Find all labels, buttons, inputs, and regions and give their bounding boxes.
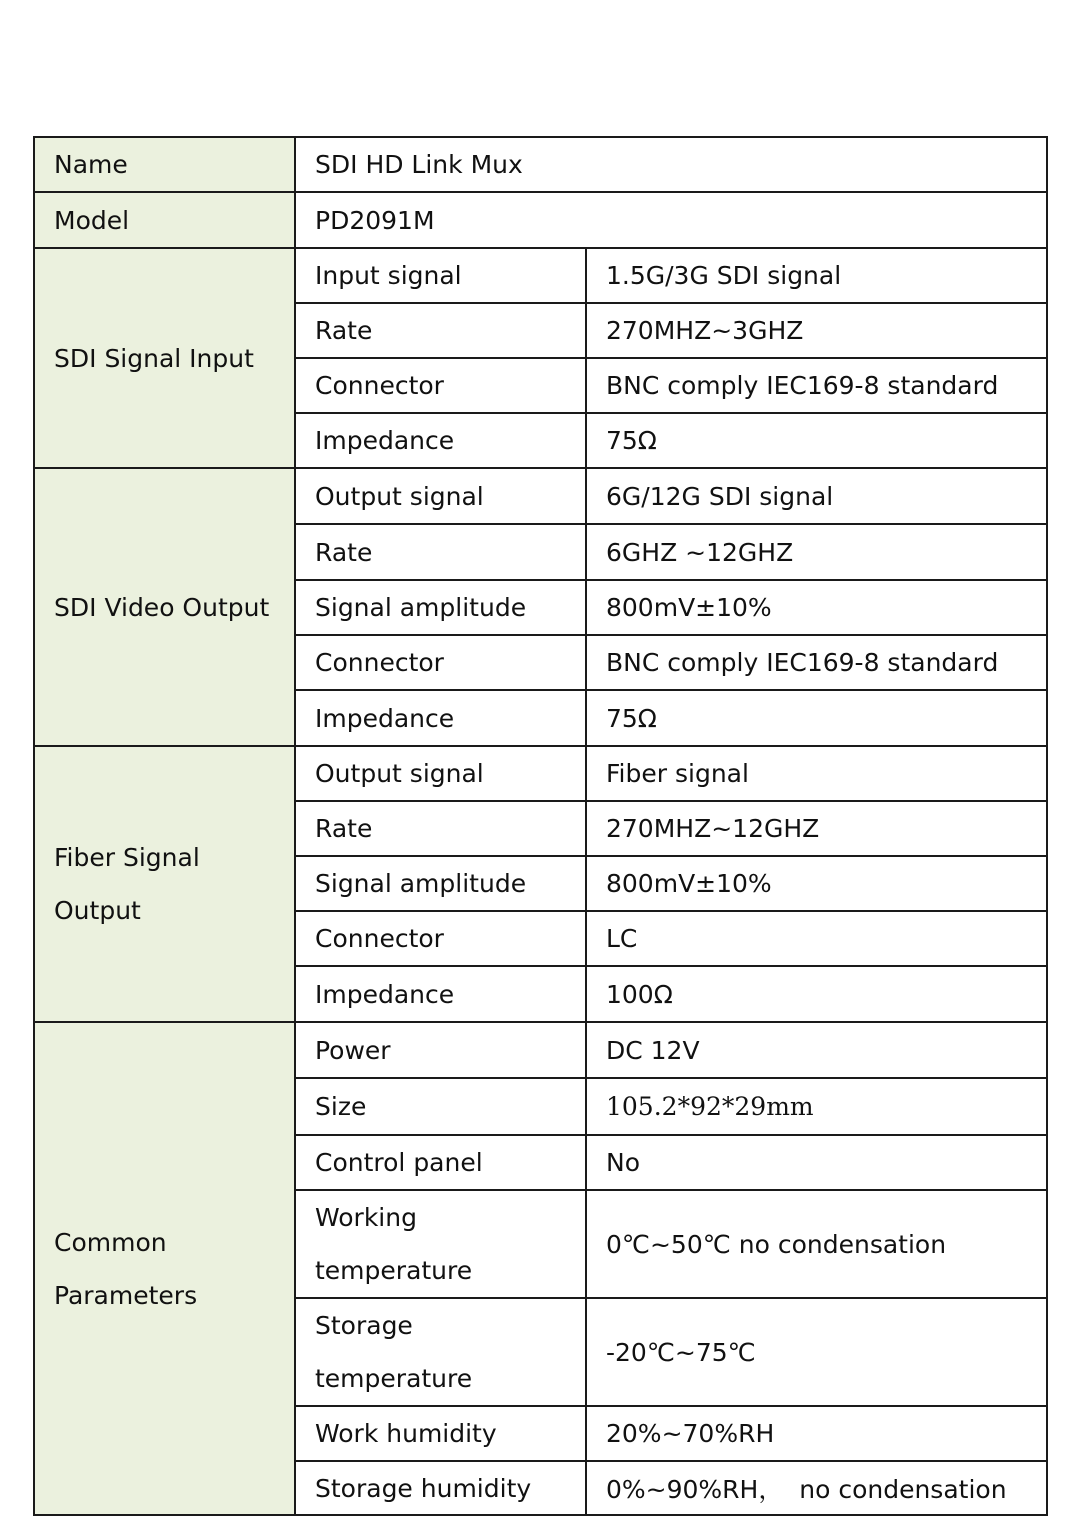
param-cell: Signal amplitude xyxy=(295,856,586,911)
table-row xyxy=(34,746,1047,801)
table-row xyxy=(34,248,1047,303)
name-label: Name xyxy=(34,137,295,192)
model-label: Model xyxy=(34,192,295,248)
param-cell: Connector xyxy=(295,911,586,966)
param-line: temperature xyxy=(315,1256,473,1285)
model-value: PD2091M xyxy=(295,192,1047,248)
value-cell: Fiber signal xyxy=(586,746,1047,801)
spec-table xyxy=(33,136,1048,1516)
param-cell: Connector xyxy=(295,635,586,690)
fiber-signal-output-label xyxy=(34,746,295,1022)
value-cell: BNC comply IEC169-8 standard xyxy=(586,358,1047,413)
value-cell: 6GHZ ~12GHZ xyxy=(586,524,1047,580)
category-label-line: Output xyxy=(54,896,141,925)
param-cell: Signal amplitude xyxy=(295,580,586,635)
value-cell: BNC comply IEC169-8 standard xyxy=(586,635,1047,690)
value-cell: DC 12V xyxy=(586,1022,1047,1078)
param-cell: Work humidity xyxy=(295,1406,586,1461)
table-row xyxy=(34,468,1047,524)
common-parameters-label xyxy=(34,1022,295,1515)
param-cell: Size xyxy=(295,1078,586,1135)
table-row-model xyxy=(34,192,1047,248)
value-cell: 270MHZ~12GHZ xyxy=(586,801,1047,856)
param-cell: Connector xyxy=(295,358,586,413)
param-cell: Rate xyxy=(295,303,586,358)
value-cell: 75Ω xyxy=(586,413,1047,468)
value-cell: 75Ω xyxy=(586,690,1047,746)
table-row xyxy=(34,1022,1047,1078)
param-cell: Rate xyxy=(295,801,586,856)
param-line: Storage xyxy=(315,1311,413,1340)
value-cell: 0℃~50℃ no condensation xyxy=(586,1190,1047,1298)
param-cell xyxy=(295,1190,586,1298)
param-cell: Impedance xyxy=(295,413,586,468)
sdi-video-output-label: SDI Video Output xyxy=(34,468,295,746)
value-cell: 0%~90%RH， no condensation xyxy=(586,1461,1047,1515)
table-row-name xyxy=(34,137,1047,192)
value-cell: 1.5G/3G SDI signal xyxy=(586,248,1047,303)
value-cell: 800mV±10% xyxy=(586,580,1047,635)
param-cell: Rate xyxy=(295,524,586,580)
value-cell: 270MHZ~3GHZ xyxy=(586,303,1047,358)
param-cell: Impedance xyxy=(295,690,586,746)
param-cell: Output signal xyxy=(295,746,586,801)
param-cell: Input signal xyxy=(295,248,586,303)
param-line: Working xyxy=(315,1203,417,1232)
value-cell: 100Ω xyxy=(586,966,1047,1022)
category-label-line: Parameters xyxy=(54,1280,198,1310)
value-cell: 105.2*92*29mm xyxy=(586,1078,1047,1135)
param-cell: Control panel xyxy=(295,1135,586,1190)
value-cell: 800mV±10% xyxy=(586,856,1047,911)
param-cell: Storage humidity xyxy=(295,1461,586,1515)
param-cell: Output signal xyxy=(295,468,586,524)
param-cell xyxy=(295,1298,586,1406)
value-cell: 20%~70%RH xyxy=(586,1406,1047,1461)
name-value: SDI HD Link Mux xyxy=(295,137,1047,192)
param-cell: Power xyxy=(295,1022,586,1078)
value-cell: -20℃~75℃ xyxy=(586,1298,1047,1406)
sdi-signal-input-label: SDI Signal Input xyxy=(34,248,295,468)
param-cell: Impedance xyxy=(295,966,586,1022)
value-cell: 6G/12G SDI signal xyxy=(586,468,1047,524)
value-cell: LC xyxy=(586,911,1047,966)
category-label-line: Fiber Signal xyxy=(54,843,200,872)
category-label-line: Common xyxy=(54,1227,167,1257)
param-line: temperature xyxy=(315,1364,473,1393)
value-cell: No xyxy=(586,1135,1047,1190)
